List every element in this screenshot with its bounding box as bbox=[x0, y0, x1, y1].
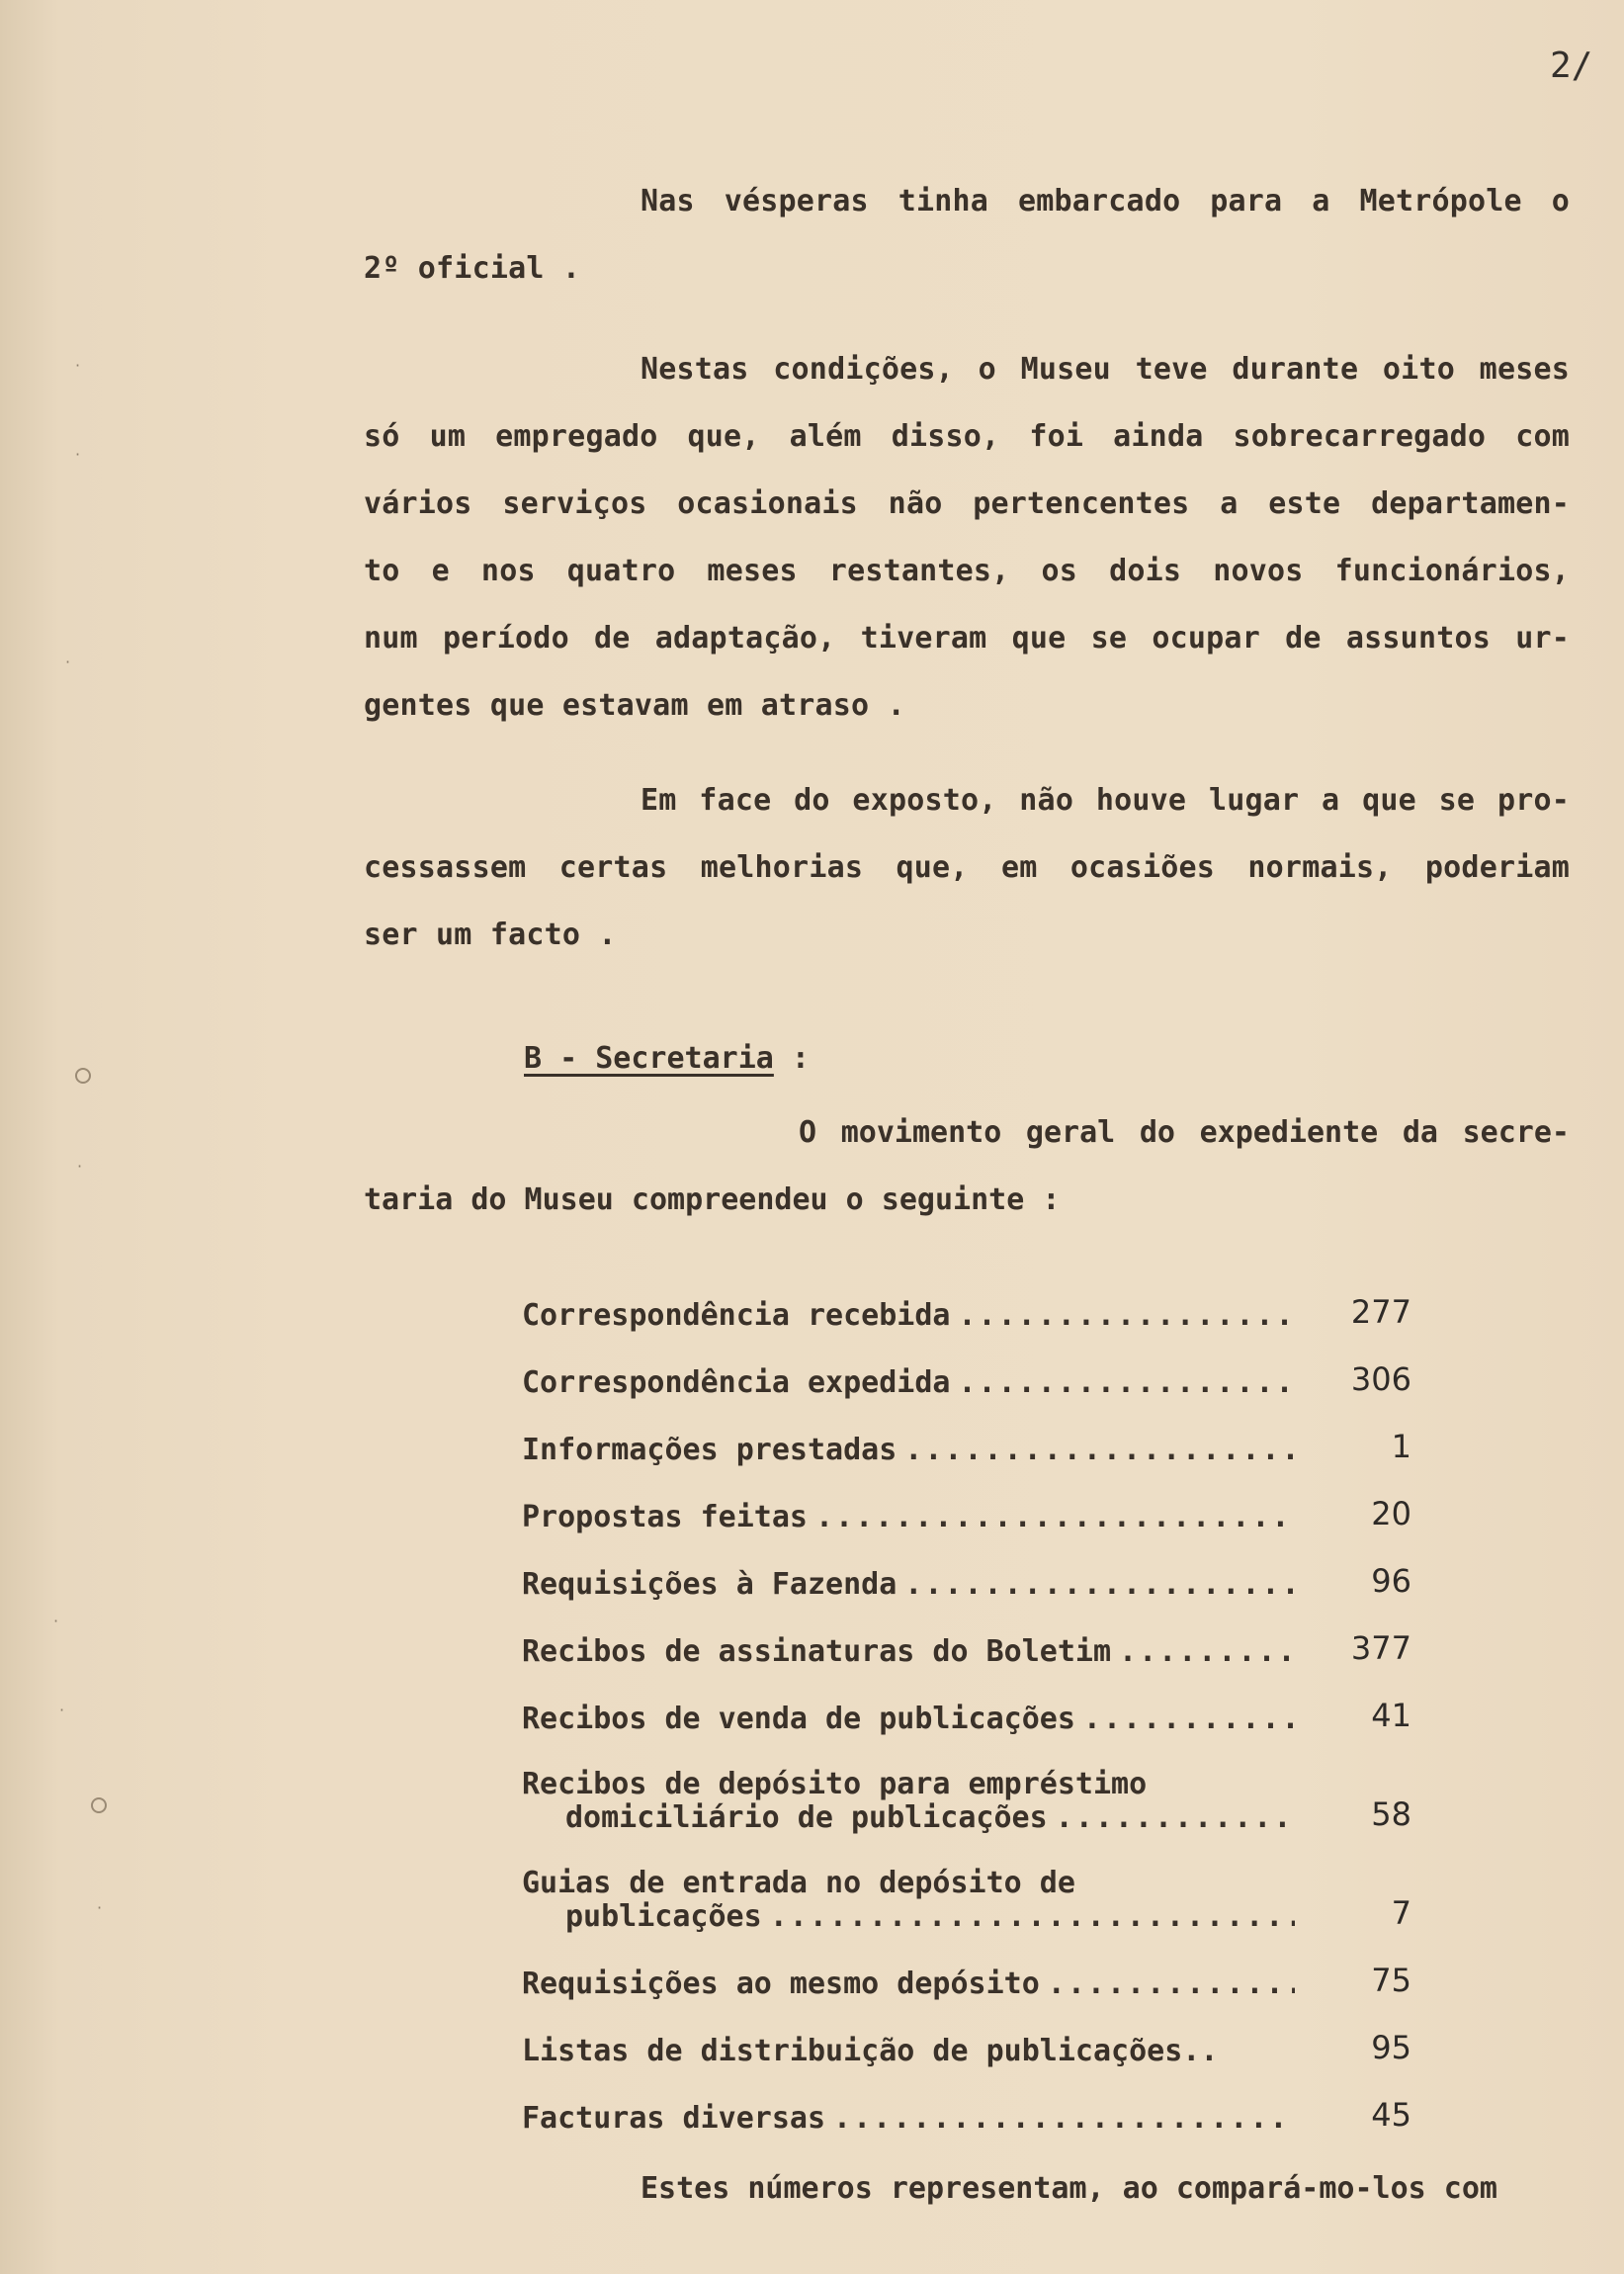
paragraph-line: Nestas condições, o Museu teve durante oito meses bbox=[641, 352, 1570, 387]
dot-leader bbox=[762, 1900, 1295, 1934]
stat-label: Guias de entrada no depósito de bbox=[522, 1867, 1075, 1900]
margin-speck: · bbox=[77, 1157, 83, 1176]
stat-value: 306 bbox=[1350, 1360, 1411, 1398]
stat-label: Requisições ao mesmo depósito bbox=[522, 1968, 1040, 2001]
stat-row bbox=[522, 1602, 1416, 1669]
section-heading bbox=[524, 1041, 810, 1076]
paragraph-1 bbox=[364, 168, 1570, 303]
page-number: 2/ bbox=[1550, 45, 1593, 86]
margin-speck: · bbox=[75, 445, 81, 464]
stat-value: 1 bbox=[1391, 1428, 1411, 1465]
dot-leader bbox=[897, 1434, 1295, 1467]
paragraph-3 bbox=[364, 767, 1570, 969]
binder-hole bbox=[75, 1068, 91, 1084]
stat-value: 377 bbox=[1350, 1629, 1411, 1667]
statistics-list bbox=[522, 1266, 1416, 2136]
stat-label: Informações prestadas bbox=[522, 1434, 897, 1467]
stat-label: Listas de distribuição de publicações.. bbox=[522, 2035, 1219, 2068]
stat-label: Correspondência recebida bbox=[522, 1299, 951, 1333]
dot-leader bbox=[1111, 1635, 1295, 1669]
paragraph-line: Nas vésperas tinha embarcado para a Metrópole o bbox=[641, 184, 1570, 219]
stat-row bbox=[522, 1669, 1416, 1736]
margin-speck: · bbox=[75, 356, 81, 375]
binder-hole bbox=[91, 1797, 107, 1813]
stat-row bbox=[522, 1534, 1416, 1602]
paragraph-line: Em face do exposto, não houve lugar a que se pro- bbox=[641, 783, 1570, 818]
paragraph-line: gentes que estavam em atraso . bbox=[364, 688, 905, 723]
margin-speck: · bbox=[53, 1612, 59, 1630]
stat-label-continued: domiciliário de publicações bbox=[565, 1801, 1048, 1835]
margin-speck: · bbox=[97, 1898, 103, 1917]
stat-row bbox=[522, 1400, 1416, 1467]
dot-leader bbox=[825, 2102, 1295, 2136]
stat-row bbox=[522, 1835, 1416, 1934]
paragraph-line: to e nos quatro meses restantes, os dois novos funcionários, bbox=[364, 554, 1570, 588]
paragraph-line: ser um facto . bbox=[364, 918, 617, 952]
dot-leader bbox=[897, 1568, 1295, 1602]
intro-line: O movimento geral do expediente da secre- bbox=[799, 1115, 1570, 1150]
section-title: B - Secretaria bbox=[524, 1041, 774, 1076]
stat-row bbox=[522, 2001, 1416, 2068]
paragraph-line: 2º oficial . bbox=[364, 251, 581, 286]
dot-leader bbox=[950, 1366, 1295, 1400]
paragraph-line: vários serviços ocasionais não pertencentes a este departamen- bbox=[364, 486, 1570, 521]
stat-row bbox=[522, 1266, 1416, 1333]
stat-row bbox=[522, 1333, 1416, 1400]
stat-label: Recibos de depósito para empréstimo bbox=[522, 1768, 1148, 1801]
stat-value: 95 bbox=[1371, 2029, 1411, 2066]
stat-row bbox=[522, 1736, 1416, 1835]
section-intro bbox=[364, 1099, 1570, 1234]
stat-value: 96 bbox=[1371, 1562, 1411, 1600]
margin-speck: · bbox=[65, 653, 71, 671]
stat-row bbox=[522, 1467, 1416, 1534]
stat-label: Requisições à Fazenda bbox=[522, 1568, 897, 1602]
stat-label: Correspondência expedida bbox=[522, 1366, 951, 1400]
stat-row bbox=[522, 1934, 1416, 2001]
stat-label: Facturas diversas bbox=[522, 2102, 826, 2136]
stat-value: 58 bbox=[1371, 1795, 1411, 1833]
stat-row bbox=[522, 2068, 1416, 2136]
stat-value: 7 bbox=[1391, 1894, 1411, 1932]
paragraph-line: só um empregado que, além disso, foi ainda sobrecarregado com bbox=[364, 419, 1570, 454]
section-title-suffix: : bbox=[773, 1041, 810, 1076]
dot-leader bbox=[1048, 1801, 1295, 1835]
stat-value: 20 bbox=[1371, 1495, 1411, 1532]
stat-value: 277 bbox=[1350, 1293, 1411, 1331]
paragraph-2 bbox=[364, 336, 1570, 740]
dot-leader bbox=[950, 1299, 1295, 1333]
stat-label: Recibos de venda de publicações bbox=[522, 1703, 1075, 1736]
paragraph-line: cessassem certas melhorias que, em ocasiões normais, poderiam bbox=[364, 850, 1570, 885]
intro-line: taria do Museu compreendeu o seguinte : bbox=[364, 1182, 1061, 1217]
stat-label: Propostas feitas bbox=[522, 1501, 808, 1534]
stat-value: 41 bbox=[1371, 1697, 1411, 1734]
stat-label: Recibos de assinaturas do Boletim bbox=[522, 1635, 1112, 1669]
stat-label-continued: publicações bbox=[565, 1900, 762, 1934]
margin-speck: · bbox=[59, 1701, 65, 1719]
stat-value: 75 bbox=[1371, 1962, 1411, 1999]
dot-leader bbox=[808, 1501, 1295, 1534]
dot-leader bbox=[1075, 1703, 1295, 1736]
stat-value: 45 bbox=[1371, 2096, 1411, 2134]
closing-line: Estes números representam, ao compará-mo-los com bbox=[641, 2171, 1497, 2206]
dot-leader bbox=[1040, 1968, 1295, 2001]
paragraph-line: num período de adaptação, tiveram que se ocupar de assuntos ur- bbox=[364, 621, 1570, 656]
